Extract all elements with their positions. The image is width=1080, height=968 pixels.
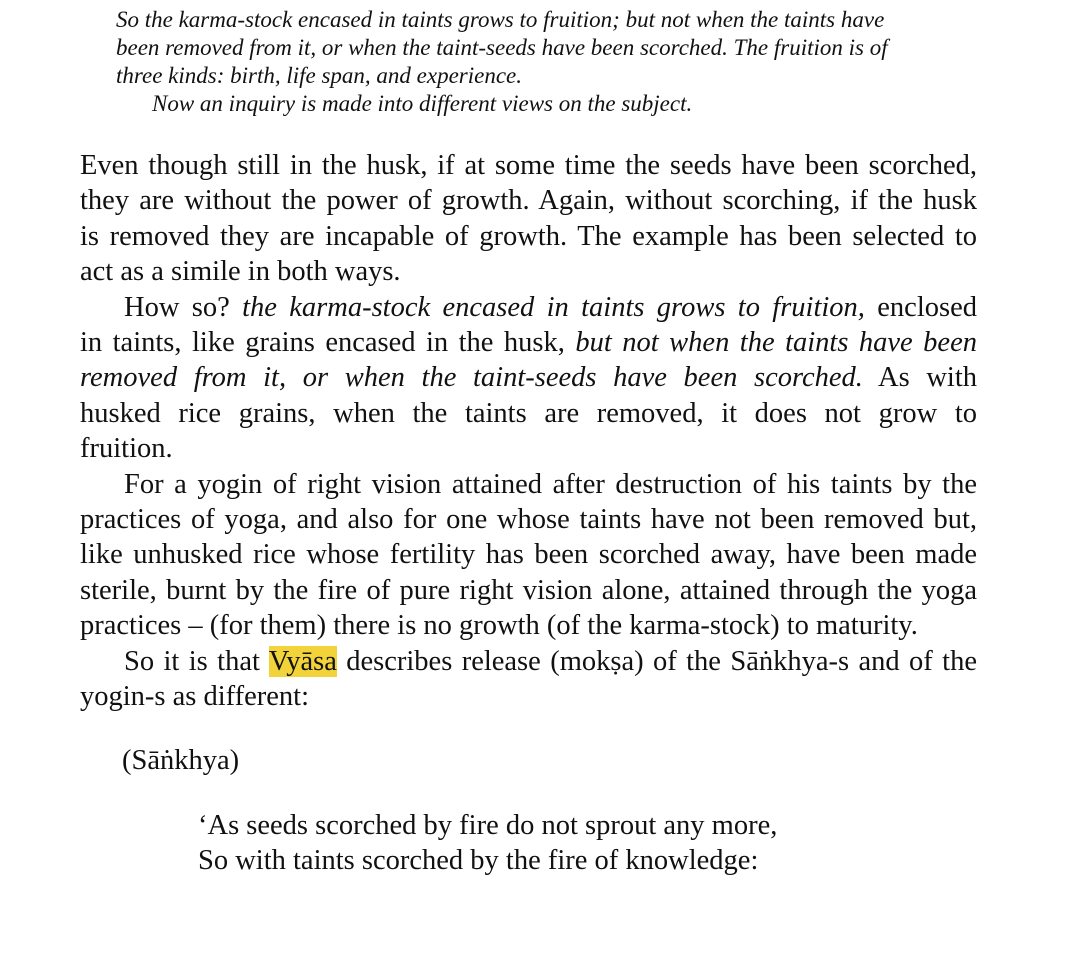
quoted-text: removed from it, or when the taint-seeds have been scorched.	[80, 362, 863, 394]
text-line: is removed they are incapable of growth. The example has been selected to	[80, 220, 977, 252]
text-segment: As with	[862, 362, 977, 394]
quoted-text: the karma-stock encased in taints grows to fruition,	[242, 291, 865, 323]
text-line: practices of yoga, and also for one whose taints have not been removed but,	[80, 504, 977, 536]
quote-inquiry-line: Now an inquiry is made into different views on the subject.	[152, 91, 693, 116]
text-line	[80, 290, 977, 325]
quoted-text: but not when the taints have been	[575, 327, 977, 359]
verse-quote	[198, 808, 777, 878]
text-line: like unhusked rice whose fertility has been scorched away, have been made	[80, 539, 977, 571]
text-line	[80, 360, 977, 395]
sutra-quote	[116, 6, 948, 118]
commentary-body	[80, 148, 977, 715]
text-line: they are without the power of growth. Again, without scorching, if the husk	[80, 185, 977, 217]
quote-line: been removed from it, or when the taint-seeds have been scorched. The fruition is of	[116, 35, 888, 60]
paragraph-3	[80, 467, 977, 644]
text-segment: enclosed	[864, 291, 977, 323]
text-line: sterile, burnt by the fire of pure right vision alone, attained through the yoga	[80, 574, 977, 606]
text-line	[80, 325, 977, 360]
quote-line: three kinds: birth, life span, and experience.	[116, 63, 523, 88]
text-line	[80, 644, 977, 679]
text-line: For a yogin of right vision attained after destruction of his taints by the	[124, 468, 977, 500]
paragraph-1	[80, 148, 977, 290]
text-line: Even though still in the husk, if at some time the seeds have been scorched,	[80, 150, 977, 181]
section-label: (Sāṅkhya)	[122, 745, 240, 776]
text-line: act as a simile in both ways.	[80, 256, 401, 288]
verse-line: ‘As seeds scorched by fire do not sprout any more,	[198, 810, 778, 841]
text-segment: describes release (mokṣa) of the Sāṅkhya-s and of the	[336, 645, 977, 677]
text-line: practices – (for them) there is no growth (of the karma-stock) to maturity.	[80, 610, 918, 642]
highlighted-word[interactable]: Vyāsa	[268, 645, 337, 677]
text-segment: So it is that	[124, 645, 269, 677]
text-line: yogin-s as different:	[80, 681, 310, 713]
verse-line: So with taints scorched by the fire of knowledge:	[198, 845, 759, 876]
text-line: fruition.	[80, 433, 173, 465]
paragraph-2	[80, 290, 977, 467]
text-segment: How so?	[124, 291, 243, 323]
text-line: husked rice grains, when the taints are removed, it does not grow to	[80, 397, 977, 429]
quote-line: So the karma-stock encased in taints grows to fruition; but not when the taints have	[116, 7, 885, 32]
paragraph-4	[80, 644, 977, 715]
text-segment: in taints, like grains encased in the husk,	[80, 327, 576, 359]
